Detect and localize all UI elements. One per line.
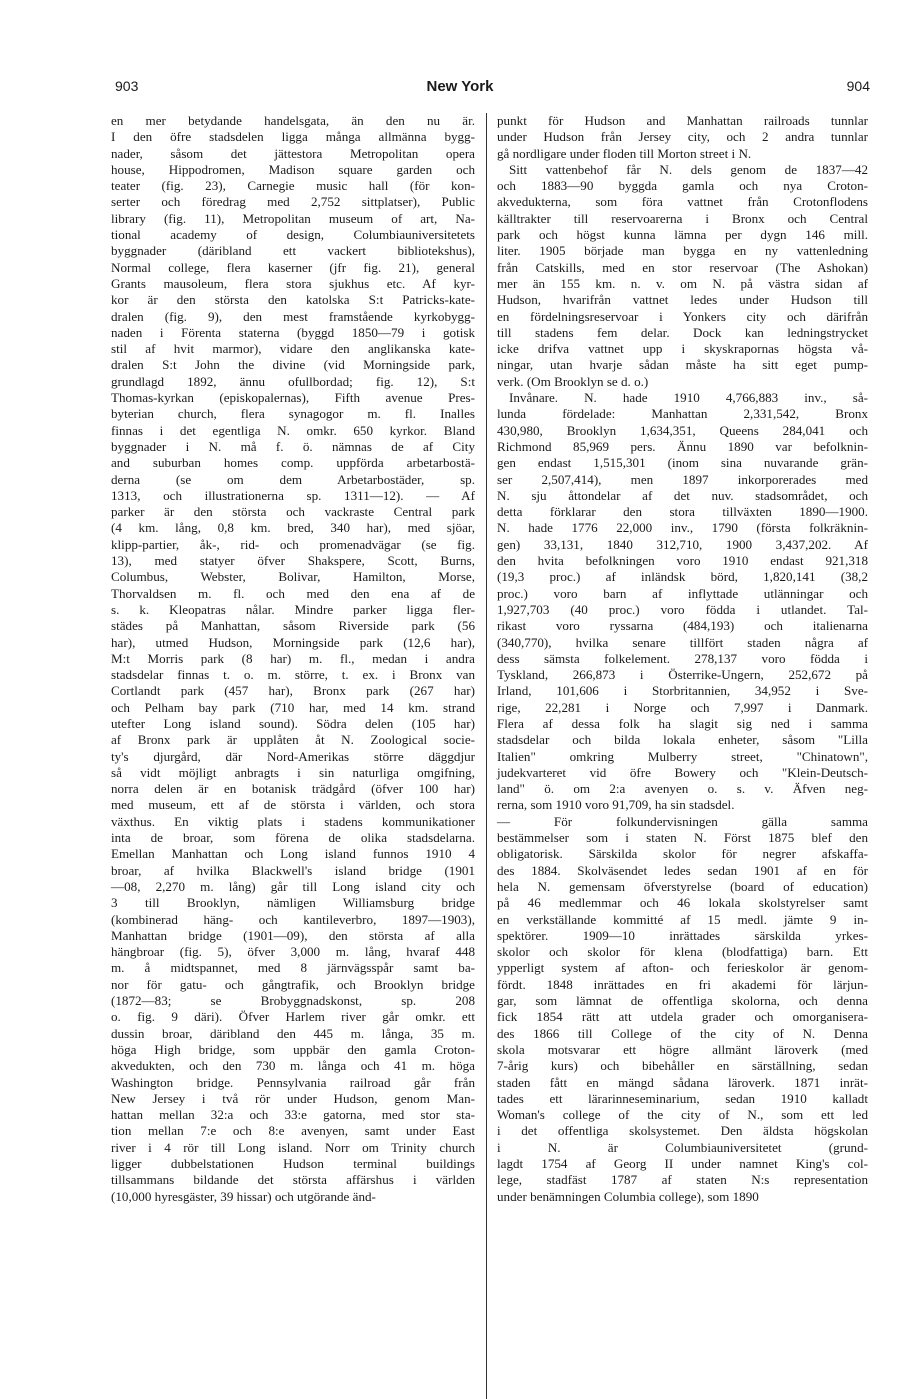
text-line: lunda fördelade: Manhattan 2,331,542, Bronx — [497, 406, 868, 422]
text-line: Flera af dessa folk ha slagit sig ned i samma — [497, 715, 868, 731]
text-line: i N. är Columbiauniversitetet (grund- — [497, 1139, 868, 1155]
text-line: inta de broar, som förena de olika stadsdelarna. — [111, 830, 475, 846]
text-line: tional academy of design, Columbiauniversitetets — [111, 227, 475, 243]
text-line: dess sämsta folkelement. 278,137 voro födda i — [497, 650, 868, 666]
text-line: dralen S:t John the divine (vid Morningside park, — [111, 357, 475, 373]
running-title: New York — [426, 78, 494, 95]
page-number-left: 903 — [115, 78, 139, 94]
text-line: akvedukterna, som föra vattnet från Crotonflodens — [497, 194, 868, 210]
text-line: naden i Förenta staterna (byggd 1850—79 i gotisk — [111, 324, 475, 340]
text-line: (4 km. lång, 0,8 km. bred, 340 har), med sjöar, — [111, 520, 475, 536]
text-line: teater (fig. 23), Carnegie music hall (för kon- — [111, 178, 475, 194]
text-line: Irland, 101,606 i Storbritannien, 34,952 i Sve- — [497, 683, 868, 699]
text-line: detta förklarar den stora tillväxten 1890—1900. — [497, 504, 868, 520]
text-line: höga High bridge, som uppbär den gamla Croton- — [111, 1041, 475, 1057]
text-line: (19,3 proc.) af inländsk börd, 1,820,141 (38,2 — [497, 569, 868, 585]
text-line: lagdt 1754 af Georg II under namnet King's col- — [497, 1156, 868, 1171]
text-line: N. hade 1776 22,000 inv., 1790 (första folkräknin- — [497, 520, 868, 536]
text-line: Thomas-kyrkan (episkopalernas), Fifth avenue Pres- — [111, 390, 475, 406]
text-line: grundlagd 1892, ännu ofullbordad; fig. 12), S:t — [111, 373, 475, 389]
text-line: park och högst kunna lämna per dygn 146 mill. — [497, 227, 868, 243]
text-line: hängbroar (fig. 5), öfver 3,000 m. lång, hvaraf 448 — [111, 944, 475, 960]
text-line: 1313, och illustrationerna sp. 1311—12). — Af — [111, 487, 475, 503]
text-line: dralen (fig. 9), den mest framstående kyrkobygg- — [111, 308, 475, 324]
text-line: Italien" omkring Mulberry street, "Chinatown", — [497, 748, 868, 764]
text-line: så vidt möjligt anbragts i sin naturliga omgifning, — [111, 764, 475, 780]
text-line: library (fig. 11), Metropolitan museum of art, Na- — [111, 210, 475, 226]
text-line: utefter Long island sound). Södra delen (105 har) — [111, 715, 475, 731]
text-line: skolor och skolor för klena (blodfattiga) barn. Ett — [497, 944, 868, 960]
text-line: dussin broar, däribland den 445 m. långa, 35 m. — [111, 1025, 475, 1041]
text-line: spektörer. 1909—10 inrättades särskilda yrkes- — [497, 927, 868, 943]
text-line: staden fått en mängd sådana läroverk. 1871 inrät- — [497, 1074, 868, 1090]
text-line: m. å midtspannet, med 8 järnvägsspår samt ba- — [111, 960, 475, 976]
text-line: — För folkundervisningen gälla samma — [497, 813, 868, 829]
text-line: gen endast 1,515,301 (inom sina nuvarande grän- — [497, 455, 868, 471]
text-line: och Pelham bay park (710 har, med 14 km. strand — [111, 699, 475, 715]
text-line: nor för gatu- och gångtrafik, och Brooklyn bridge — [111, 976, 475, 992]
text-line: finnas i det egentliga N. omkr. 650 kyrkor. Bland — [111, 422, 475, 438]
text-line: land" ö. om 2:a avenyen o. s. v. Äfven neg- — [497, 781, 868, 797]
text-line: gå nordligare under floden till Morton street i N. — [497, 145, 752, 161]
text-line: Tyskland, 266,873 i Österrike-Ungern, 252,672 på — [497, 667, 868, 683]
text-line: fick 1854 rätt att utdela grader och omorganisera- — [497, 1009, 868, 1025]
text-line: med museum, ett af de största i världen, och stora — [111, 797, 475, 813]
text-line: derna (se om dem Arbetarbostäder, sp. — [111, 471, 475, 487]
text-line: ligger dubbelstationen Hudson terminal buildings — [111, 1156, 475, 1171]
text-line: M:t Morris park (8 har) m. fl., medan i andra — [111, 650, 475, 666]
text-line: punkt för Hudson and Manhattan railroads tunnlar — [497, 113, 868, 128]
text-line: i det offentliga skolsystemet. Den äldsta högskolan — [497, 1123, 868, 1139]
text-line: o. fig. 9 däri). Öfver Harlem river går omkr. ett — [111, 1009, 475, 1025]
text-line: Cortlandt park (457 har), Bronx park (267 har) — [111, 683, 475, 699]
text-line: norra delen är en botanisk trädgård (öfver 100 har) — [111, 781, 475, 797]
text-line: river i 4 rör till Long island. Norr om Trinity church — [111, 1139, 475, 1155]
left-text-column — [111, 113, 475, 1205]
text-line: ningar, utan hvarje sådan måste ha sitt eget pump- — [497, 357, 868, 373]
text-line: New Jersey i två rör under Hudson, genom Man- — [111, 1090, 475, 1106]
text-line: 430,980, Brooklyn 1,634,351, Queens 284,041 och — [497, 422, 868, 438]
text-line: 3 till Brooklyn, nämligen Williamsburg bridge — [111, 895, 475, 911]
text-line: växthus. En viktig plats i stadens kommunikationer — [111, 813, 475, 829]
text-line: på 46 medlemmar och 46 lokala skolstyrelser samt — [497, 895, 868, 911]
text-line: Invånare. N. hade 1910 4,766,883 inv., så- — [509, 390, 868, 406]
text-line: rikast voro ryssarna (484,193) och italienarna — [497, 618, 868, 634]
text-line: Columbus, Webster, Bolivar, Hamilton, Morse, — [111, 569, 475, 585]
text-line: af Bronx park är upplåten åt N. Zoological socie- — [111, 732, 475, 748]
text-line: klipp-partier, åk-, rid- och promenadvägar (se fig. — [111, 536, 475, 552]
right-text-column — [497, 113, 868, 1205]
text-line: fördt. 1848 inrättades en fri akademi för lärjun- — [497, 976, 868, 992]
text-line: Emellan Manhattan och Long island funnos 1910 4 — [111, 846, 475, 862]
text-line: källtrakter till reservoarerna i Bronx och Central — [497, 210, 868, 226]
text-line: des 1884. Skolväsendet ledes sedan 1901 af en för — [497, 862, 868, 878]
text-line: under Hudson från Jersey city, och 2 andra tunnlar — [497, 129, 868, 145]
text-line: skola motsvarar ett högre allmänt läroverk (med — [497, 1041, 868, 1057]
text-line: parker är den största och vackraste Central park — [111, 504, 475, 520]
text-line: mer än 155 km. n. v. om N. på västra sidan af — [497, 275, 868, 291]
text-line: liter. 1905 började man bygga en ny vattenledning — [497, 243, 868, 259]
text-line: proc.) voro barn af inflyttade utlänningar och — [497, 585, 868, 601]
text-line: byggnader (däribland ett vackert bibliotekshus), — [111, 243, 475, 259]
text-line: Normal college, flera kaserner (jfr fig. 21), general — [111, 259, 475, 275]
text-line: Thorvaldsen m. fl. och med den ena af de — [111, 585, 475, 601]
text-line: (340,770), hvilka senare tillfört staden några af — [497, 634, 868, 650]
text-line: byggnader i N. må f. ö. nämnas de af City — [111, 438, 475, 454]
text-line: (10,000 hyresgäster, 39 hissar) och utgörande änd- — [111, 1188, 376, 1204]
text-line: hela N. gemensam öfverstyrelse (board of education) — [497, 878, 868, 894]
text-line: en verkställande kommitté af 15 medl. jämte 9 in- — [497, 911, 868, 927]
text-line: icke drifva vattnet upp i skyskrapornas högsta vå- — [497, 341, 868, 357]
text-line: judekvarteret vid öfre Bowery och "Klein-Deutsch- — [497, 764, 868, 780]
text-line: Hudson, hvarifrån vattnet ledes under Hudson till — [497, 292, 868, 308]
text-line: Richmond 85,969 pers. Ännu 1890 var befolknin- — [497, 438, 868, 454]
text-line: lege, stadfäst 1787 af staten N:s representation — [497, 1172, 868, 1188]
text-line: (1872—83; se Brobyggnadskonst, sp. 208 — [111, 993, 475, 1009]
text-line: rerna, som 1910 voro 91,709, ha sin stadsdel. — [497, 797, 735, 813]
text-line: en fördelningsreservoar i Yonkers city och därifrån — [497, 308, 868, 324]
text-line: —08, 2,270 m. lång) går till Long island city och — [111, 878, 475, 894]
text-line: 1,927,703 (40 proc.) voro födda i utlandet. Tal- — [497, 601, 868, 617]
text-line: verk. (Om Brooklyn se d. o.) — [497, 373, 649, 389]
page-header — [0, 78, 920, 98]
text-line: Manhattan bridge (1901—09), den största af alla — [111, 927, 475, 943]
text-line: house, Hippodromen, Madison square garden och — [111, 161, 475, 177]
text-line: en mer betydande handelsgata, än den nu är. — [111, 113, 475, 128]
text-line: (kombinerad häng- och kantileverbro, 1897—1903), — [111, 911, 475, 927]
text-line: akvedukten, och den 730 m. långa och 41 m. höga — [111, 1058, 475, 1074]
text-line: tillsammans bildande det största affärshus i världen — [111, 1172, 475, 1188]
text-line: ser 2,507,414), men 1897 inkorporerades med — [497, 471, 868, 487]
text-line: Sitt vattenbehof får N. dels genom de 1837—42 — [509, 161, 868, 177]
page-number-right: 904 — [846, 78, 870, 94]
text-line: under benämningen Columbia college), som 1890 — [497, 1188, 759, 1204]
text-line: tades ett lärarinneseminarium, sedan 1910 kalladt — [497, 1090, 868, 1106]
text-line: tion mellan 7:e och 8:e avenyen, samt under East — [111, 1123, 475, 1139]
text-line: till stadens fem delar. Dock kan ledningstrycket — [497, 324, 868, 340]
text-line: hattan mellan 32:a och 33:e gatorna, med stor sta- — [111, 1107, 475, 1123]
text-line: har), utmed Hudson, Morningside park (12,6 har), — [111, 634, 475, 650]
text-line: rige, 22,281 i Norge och 7,997 i Danmark. — [497, 699, 868, 715]
text-line: ty's djurgård, där Nord-Amerikas större däggdjur — [111, 748, 475, 764]
text-line: 13), med statyer öfver Shakspere, Scott, Burns, — [111, 553, 475, 569]
text-line: s. k. Kleopatras nålar. Mindre parker ligga fler- — [111, 601, 475, 617]
text-line: Grants mausoleum, flera stora sjukhus etc. Af kyr- — [111, 275, 475, 291]
text-line: broar, af hvilka Blackwell's island bridge (1901 — [111, 862, 475, 878]
text-line: N. sju åttondelar af det nuv. stadsområdet, och — [497, 487, 868, 503]
text-line: ypperligt system af afton- och ferieskolor är genom- — [497, 960, 868, 976]
text-line: Woman's college of the city of N., som ett led — [497, 1107, 868, 1123]
text-line: den hvita befolkningen voro 1910 endast 921,318 — [497, 553, 868, 569]
text-line: I den öfre stadsdelen ligga många allmänna bygg- — [111, 129, 475, 145]
text-line: nader, såsom det jättestora Metropolitan opera — [111, 145, 475, 161]
text-line: obligatorisk. Särskilda skolor för negrer afskaffa- — [497, 846, 868, 862]
text-line: och 1883—90 byggda gamla och nya Croton- — [497, 178, 868, 194]
text-line: kor är den största den katolska S:t Patricks-kate- — [111, 292, 475, 308]
text-line: 7-årig kurs) och bibehåller en särställning, sedan — [497, 1058, 868, 1074]
text-line: gen) 33,131, 1840 312,710, 1900 3,437,202. Af — [497, 536, 868, 552]
text-line: stadsdelar finnas t. o. m. större, t. ex. i Bronx van — [111, 667, 475, 683]
text-line: and suburban homes comp. uppförda arbetarbostä- — [111, 455, 475, 471]
text-line: stadsdelar och bilda lokala enheter, såsom "Lilla — [497, 732, 868, 748]
text-line: byterian church, flera synagogor m. fl. Inalles — [111, 406, 475, 422]
text-line: Washington bridge. Pennsylvania railroad går från — [111, 1074, 475, 1090]
text-line: bestämmelser som i staten N. Först 1875 blef den — [497, 830, 868, 846]
column-divider — [486, 113, 487, 1399]
text-line: städes på Manhattan, såsom Riverside park (56 — [111, 618, 475, 634]
text-line: gar, som lämnat de offentliga skolorna, och denna — [497, 993, 868, 1009]
text-line: från Catskills, med en stor reservoar (The Ashokan) — [497, 259, 868, 275]
text-line: stil af hvit marmor), vidare den anglikanska kate- — [111, 341, 475, 357]
text-line: serter och föredrag med 2,752 sittplatser), Public — [111, 194, 475, 210]
text-line: des 1866 till College of the city of N. Denna — [497, 1025, 868, 1041]
